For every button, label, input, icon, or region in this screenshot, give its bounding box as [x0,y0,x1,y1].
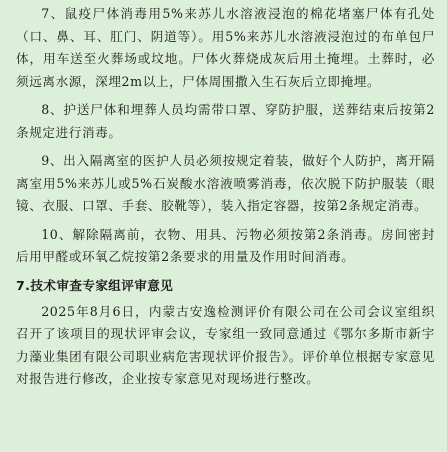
paragraph-item-9: 9、出入隔离室的医护人员必须按规定着装，做好个人防护，离开隔离室用5%来苏儿或5%石炭酸水溶液喷雾消毒，依次脱下防护服装（眼镜、衣服、口罩、手套、胶靴等），装入指定容器，按第2条规定消毒。 [16,153,435,213]
section-heading: 7.技术审查专家组评审意见 [16,277,174,293]
document-body [16,3,435,391]
paragraph-item-7: 7、鼠疫尸体消毒用5%来苏儿水溶液浸泡的棉花堵塞尸体有孔处（口、鼻、耳、肛门、阴道等）。用5%来苏儿水溶液浸泡过的布单包尸体，用车送至火葬场或坟地。尸体火葬烧成灰后用土掩埋。土葬时，必须远离水源，深埋2m以上，尸体周围撒入生石灰后立即掩埋。 [16,6,435,89]
paragraph-item-8: 8、护送尸体和埋葬人员均需带口罩、穿防护服，送葬结束后按第2条规定进行消毒。 [16,102,435,140]
review-opinion-paragraph: 2025年8月6日，内蒙古安逸检测评价有限公司在公司会议室组织召开了该项目的现状评审会议，专家组一致同意通过《鄂尔多斯市新宇力藻业集团有限公司职业病危害现状评价报告》。评价单位根据专家意见对报告进行修改，企业按专家意见对现场进行整改。 [16,303,435,386]
paragraph-item-10: 10、解除隔离前，衣物、用具、污物必须按第2条消毒。房间密封后用甲醛或环氧乙烷按第2条要求的用量及作用时间消毒。 [16,226,435,264]
